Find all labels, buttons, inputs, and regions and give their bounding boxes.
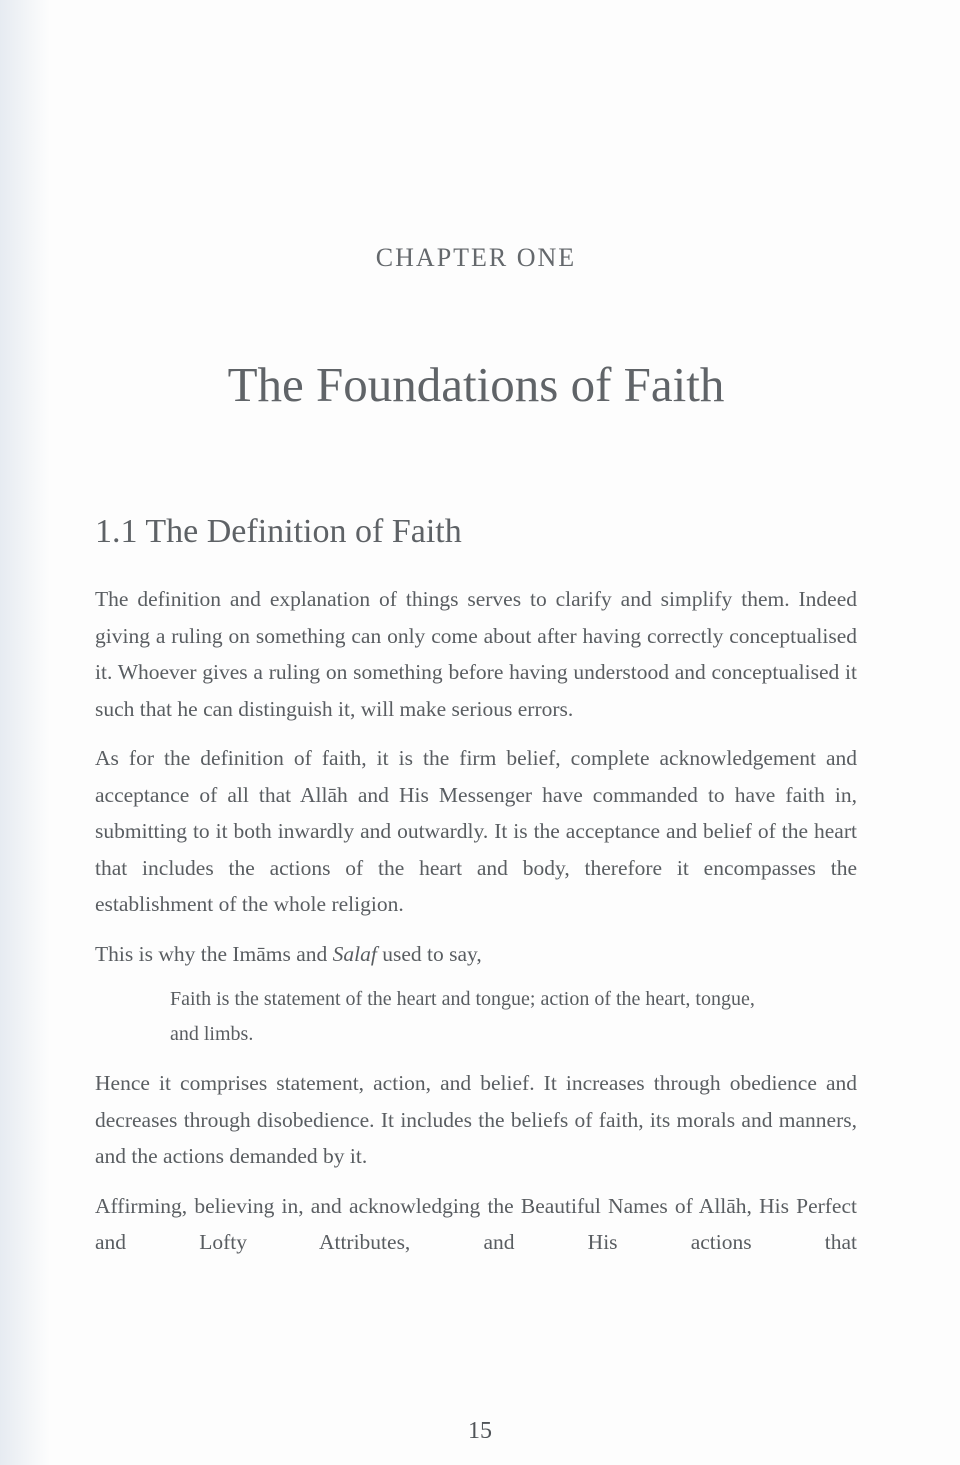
- chapter-label: CHAPTER ONE: [375, 243, 577, 272]
- paragraph-faith-components: Hence it comprises statement, action, and belief. It increases through obedience and decreases through disobedience. It includes the beliefs of faith, its morals and manners, and the actions demanded by it.: [95, 1071, 857, 1168]
- book-page: [95, 0, 857, 1261]
- quote-intro-text-before: This is why the Imāms and: [95, 941, 333, 966]
- scan-edge-shadow: [0, 0, 50, 1465]
- quote-intro-text-after: used to say,: [376, 941, 482, 966]
- paragraph-affirming-names: Affirming, believing in, and acknowledging the Beautiful Names of Allāh, His Perfect and Lofty Attributes, and His actions that: [95, 1193, 857, 1254]
- paragraph-definition-purpose: The definition and explanation of things serves to clarify and simplify them. Indeed giving a ruling on something can only come about after having correctly conceptualised it. Whoever gives a ruling on something before having understood and conceptualised it such that he can distinguish it, will make serious errors.: [95, 587, 857, 721]
- quote-intro: [95, 936, 857, 973]
- page-number: 15: [468, 1418, 492, 1444]
- section-heading: 1.1 The Definition of Faith: [95, 513, 462, 550]
- blockquote-salaf-saying: Faith is the statement of the heart and tongue; action of the heart, tongue, and limbs.: [170, 988, 755, 1045]
- quote-intro-italic-term: Salaf: [332, 941, 377, 966]
- chapter-title: The Foundations of Faith: [227, 357, 725, 412]
- paragraph-definition-of-faith: As for the definition of faith, it is the firm belief, complete acknowledgement and acceptance of all that Allāh and His Messenger have commanded to have faith in, submitting to it both inwardly and outwardly. It is the acceptance and belief of the heart that includes the actions of the heart and body, therefore it encompasses the establishment of the whole religion.: [95, 746, 857, 916]
